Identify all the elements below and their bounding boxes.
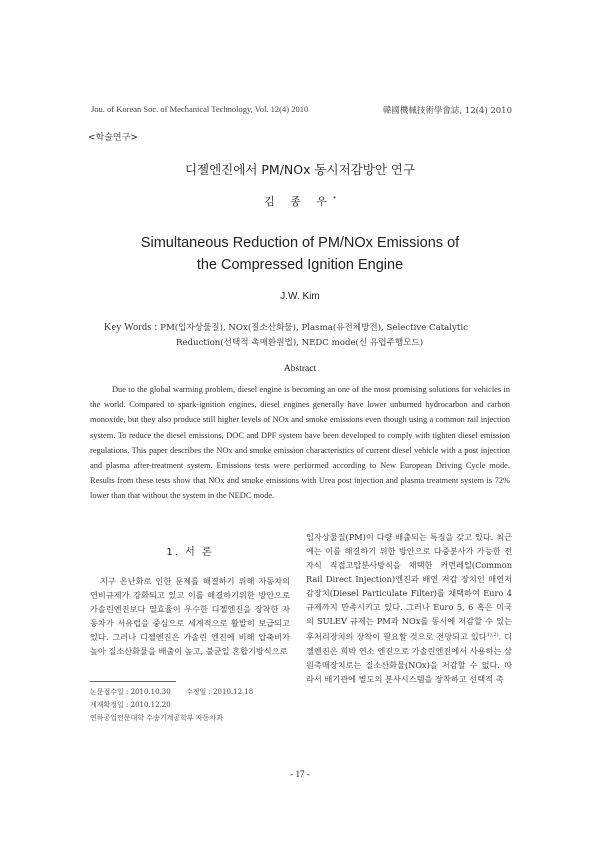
title-english	[0, 232, 600, 276]
journal-header-ko: 韓國機械技術學會誌, 12(4) 2010	[382, 106, 512, 116]
body-left-column: 지구 온난화로 인한 문제를 해결하기 위해 자동차의 연비규제가 강화되고 있고 이를 해결하기위한 방안으로 가솔린엔진보다 열효율이 우수한 디젤엔진을 장착한 자동차가 서유럽을 중심으로 세계적으로 활발히 보급되고 있다. 그러나 디젤엔진은 가솔린 엔진에 비해 압축비가 높아 질소산화물을 배출이 높고, 불균일 혼합기방식으로	[90, 576, 290, 656]
body-right-text-b: . 디젤엔진은 희박 연소 엔진으로 가솔린엔진에서 사용하는 삼원촉매장치로는 질소산화물(NOx)을 저감할 수 없다. 따라서 배기관에 별도의 분사시스템을 장착하고 선택적 촉	[306, 631, 512, 684]
author-korean-name: 김 종 우	[264, 195, 333, 208]
body-right-column	[306, 530, 512, 686]
title-korean: 디젤엔진에서 PM/NOx 동시저감방안 연구	[184, 162, 416, 177]
abstract-body: Due to the global warming problem, diesel engine is becoming an one of the most promising solutions for vehicles in the world. Compared to spark-ignition engines, diesel engines generally have lower unburned hydrocarbon and carbon monoxide, but they also produce still higher levels of NOx and smoke emissions even though using a common rail injection system. To reduce the diesel emissions, DOC and DPF system have been developed to comply with tighten diesel emission regulations. This paper describes the NOx and smoke emission characteristics of current diesel vehicle with a post injection and plasma after-treatment system. Emissions tests were performed according to New European Driving Cycle mode. Results from these tests show that NOx and smoke emissions with Urea post injection and plasma treatment system is 72% lower than that without the system in the NEDC mode.	[90, 385, 510, 501]
keywords-line1: PM(입자상물질), NOx(질소산화물), Plasma(유전체방전), Selective Catalytic	[160, 323, 468, 333]
author-mark: *	[332, 195, 336, 203]
title-english-line1: Simultaneous Reduction of PM/NOx Emissions of	[140, 235, 460, 251]
section-tag: <학술연구>	[88, 133, 138, 143]
revised-date: 수정일 : 2010.12.18	[186, 688, 254, 696]
author-korean	[0, 193, 600, 209]
affiliation: 연하공업전문대학 수송기계공학부 자동차과	[90, 714, 223, 722]
page-number: - 17 -	[290, 769, 310, 779]
section-1-title: 1. 서 론	[166, 547, 214, 558]
citation-ref: 1),2)	[486, 632, 499, 638]
body-right-text-a: 입자상물질(PM)이 다량 배출되는 특징을 갖고 있다. 최근에는 이를 해결하기 위한 방안으로 다중분사가 가능한 전자식 직접고압분사방식을 채택한 커먼레일(Common Rail Direct Injection)엔진과 배연 저감 장치인 매연저감장치(Diesel Particulate Filter)를 채택하여 Euro 4 규제까지 만족시키고 있다. 그러나 Euro 5, 6 혹은 미국의 SULEV 규제는 PM과 NOx를 동시에 저감할 수 있는 후처리장치의 장착이 필요할 것으로 전망되고 있다	[306, 532, 512, 642]
received-date: 논문접수일 : 2010.10.30	[90, 688, 171, 696]
accepted-date: 게재확정일 : 2010.12.20	[90, 701, 171, 709]
abstract-heading: Abstract	[283, 364, 317, 374]
footnote-divider	[90, 681, 176, 682]
author-english: J.W. Kim	[280, 291, 320, 302]
keywords	[104, 320, 524, 351]
journal-header-en: Jou. of Korean Soc. of Mechanical Technology, Vol. 12(4) 2010	[91, 104, 309, 114]
title-english-line2: the Compressed Ignition Engine	[196, 257, 404, 273]
keywords-label: Key Words :	[104, 322, 158, 333]
footnote	[90, 686, 310, 725]
keywords-line2: Reduction(선택적 촉매환원법), NEDC mode(신 유럽주행모드)	[176, 338, 424, 348]
